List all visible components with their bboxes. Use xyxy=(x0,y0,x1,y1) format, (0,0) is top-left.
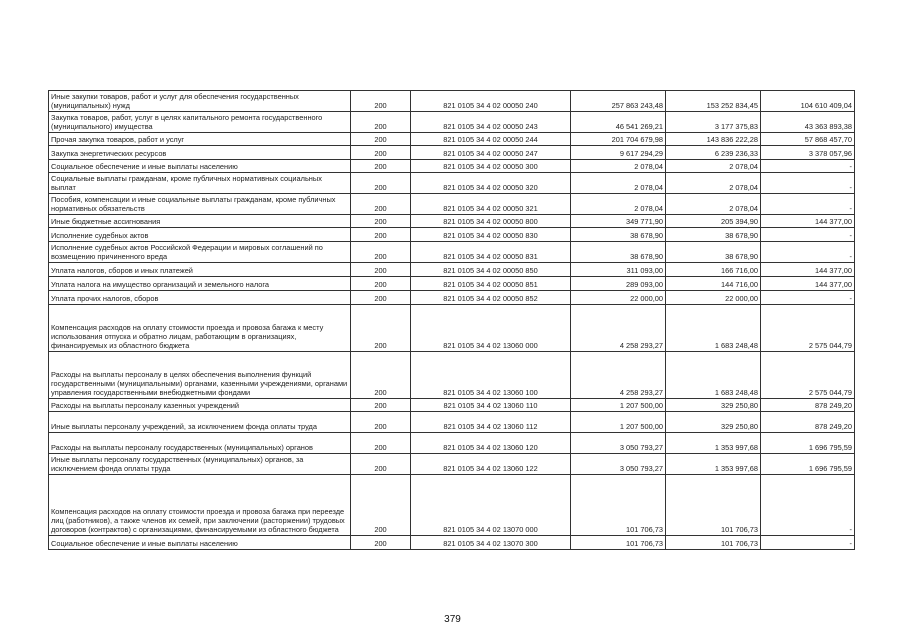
row-line-code: 200 xyxy=(351,173,411,194)
row-classification-code: 821 0105 34 4 02 00050 320 xyxy=(411,173,571,194)
table-row xyxy=(49,242,855,263)
row-executed-amount: 101 706,73 xyxy=(666,475,761,536)
table-row xyxy=(49,454,855,475)
row-unexecuted-amount: 1 696 795,59 xyxy=(761,433,855,454)
table-row xyxy=(49,173,855,194)
row-classification-code: 821 0105 34 4 02 00050 247 xyxy=(411,146,571,160)
table-row xyxy=(49,133,855,146)
row-unexecuted-amount: - xyxy=(761,194,855,215)
row-classification-code: 821 0105 34 4 02 00050 243 xyxy=(411,112,571,133)
row-executed-amount: 2 078,04 xyxy=(666,160,761,173)
row-name: Иные закупки товаров, работ и услуг для обеспечения государственных (муниципальных) нужд xyxy=(49,91,351,112)
table-row xyxy=(49,112,855,133)
row-line-code: 200 xyxy=(351,146,411,160)
row-name: Уплата прочих налогов, сборов xyxy=(49,291,351,305)
row-approved-amount: 3 050 793,27 xyxy=(571,454,666,475)
row-unexecuted-amount: - xyxy=(761,173,855,194)
row-line-code: 200 xyxy=(351,305,411,352)
row-executed-amount: 2 078,04 xyxy=(666,194,761,215)
row-unexecuted-amount: 144 377,00 xyxy=(761,277,855,291)
row-classification-code: 821 0105 34 4 02 13060 110 xyxy=(411,399,571,412)
row-classification-code: 821 0105 34 4 02 00050 831 xyxy=(411,242,571,263)
table-row xyxy=(49,412,855,433)
row-name: Уплата налогов, сборов и иных платежей xyxy=(49,263,351,277)
row-name: Социальное обеспечение и иные выплаты населению xyxy=(49,536,351,550)
table-row xyxy=(49,215,855,228)
row-unexecuted-amount: - xyxy=(761,242,855,263)
row-unexecuted-amount: 2 575 044,79 xyxy=(761,352,855,399)
row-line-code: 200 xyxy=(351,277,411,291)
row-name: Уплата налога на имущество организаций и земельного налога xyxy=(49,277,351,291)
row-classification-code: 821 0105 34 4 02 00050 800 xyxy=(411,215,571,228)
row-executed-amount: 3 177 375,83 xyxy=(666,112,761,133)
row-name: Иные выплаты персоналу государственных (муниципальных) органов, за исключением фонда оплаты труда xyxy=(49,454,351,475)
row-name: Социальные выплаты гражданам, кроме публичных нормативных социальных выплат xyxy=(49,173,351,194)
row-unexecuted-amount: 57 868 457,70 xyxy=(761,133,855,146)
row-classification-code: 821 0105 34 4 02 00050 852 xyxy=(411,291,571,305)
table-row xyxy=(49,228,855,242)
row-approved-amount: 257 863 243,48 xyxy=(571,91,666,112)
row-executed-amount: 1 353 997,68 xyxy=(666,433,761,454)
row-approved-amount: 1 207 500,00 xyxy=(571,412,666,433)
row-unexecuted-amount: 3 378 057,96 xyxy=(761,146,855,160)
row-unexecuted-amount: - xyxy=(761,475,855,536)
row-approved-amount: 38 678,90 xyxy=(571,242,666,263)
row-approved-amount: 349 771,90 xyxy=(571,215,666,228)
row-classification-code: 821 0105 34 4 02 00050 300 xyxy=(411,160,571,173)
row-classification-code: 821 0105 34 4 02 00050 830 xyxy=(411,228,571,242)
table-row xyxy=(49,433,855,454)
row-name: Компенсация расходов на оплату стоимости проезда и провоза багажа к месту использования отпуска и обратно лицам, работающим в организациях, финансируемых из областного бюджета xyxy=(49,305,351,352)
row-line-code: 200 xyxy=(351,412,411,433)
budget-table xyxy=(48,90,855,550)
row-approved-amount: 2 078,04 xyxy=(571,160,666,173)
row-executed-amount: 6 239 236,33 xyxy=(666,146,761,160)
row-name: Закупка товаров, работ, услуг в целях капитального ремонта государственного (муниципального) имущества xyxy=(49,112,351,133)
row-unexecuted-amount: - xyxy=(761,160,855,173)
row-classification-code: 821 0105 34 4 02 00050 244 xyxy=(411,133,571,146)
row-executed-amount: 329 250,80 xyxy=(666,412,761,433)
row-executed-amount: 143 836 222,28 xyxy=(666,133,761,146)
table-row xyxy=(49,263,855,277)
row-executed-amount: 101 706,73 xyxy=(666,536,761,550)
row-line-code: 200 xyxy=(351,263,411,277)
row-approved-amount: 38 678,90 xyxy=(571,228,666,242)
row-executed-amount: 166 716,00 xyxy=(666,263,761,277)
row-approved-amount: 1 207 500,00 xyxy=(571,399,666,412)
row-executed-amount: 38 678,90 xyxy=(666,242,761,263)
row-name: Закупка энергетических ресурсов xyxy=(49,146,351,160)
row-executed-amount: 144 716,00 xyxy=(666,277,761,291)
row-executed-amount: 22 000,00 xyxy=(666,291,761,305)
row-classification-code: 821 0105 34 4 02 13070 000 xyxy=(411,475,571,536)
row-classification-code: 821 0105 34 4 02 00050 851 xyxy=(411,277,571,291)
row-line-code: 200 xyxy=(351,112,411,133)
row-line-code: 200 xyxy=(351,291,411,305)
row-unexecuted-amount: - xyxy=(761,228,855,242)
table-row xyxy=(49,305,855,352)
row-name: Исполнение судебных актов xyxy=(49,228,351,242)
row-unexecuted-amount: 144 377,00 xyxy=(761,215,855,228)
row-approved-amount: 9 617 294,29 xyxy=(571,146,666,160)
row-unexecuted-amount: 104 610 409,04 xyxy=(761,91,855,112)
row-executed-amount: 1 353 997,68 xyxy=(666,454,761,475)
row-line-code: 200 xyxy=(351,133,411,146)
row-approved-amount: 201 704 679,98 xyxy=(571,133,666,146)
row-approved-amount: 2 078,04 xyxy=(571,173,666,194)
row-executed-amount: 38 678,90 xyxy=(666,228,761,242)
row-classification-code: 821 0105 34 4 02 13060 000 xyxy=(411,305,571,352)
row-unexecuted-amount: 2 575 044,79 xyxy=(761,305,855,352)
row-line-code: 200 xyxy=(351,352,411,399)
table-row xyxy=(49,291,855,305)
table-row xyxy=(49,399,855,412)
row-classification-code: 821 0105 34 4 02 13060 100 xyxy=(411,352,571,399)
row-unexecuted-amount: 43 363 893,38 xyxy=(761,112,855,133)
row-executed-amount: 2 078,04 xyxy=(666,173,761,194)
row-approved-amount: 2 078,04 xyxy=(571,194,666,215)
row-name: Иные бюджетные ассигнования xyxy=(49,215,351,228)
row-classification-code: 821 0105 34 4 02 00050 850 xyxy=(411,263,571,277)
row-classification-code: 821 0105 34 4 02 00050 321 xyxy=(411,194,571,215)
row-line-code: 200 xyxy=(351,433,411,454)
row-approved-amount: 3 050 793,27 xyxy=(571,433,666,454)
row-line-code: 200 xyxy=(351,454,411,475)
table-row xyxy=(49,146,855,160)
row-name: Иные выплаты персоналу учреждений, за исключением фонда оплаты труда xyxy=(49,412,351,433)
table-row xyxy=(49,160,855,173)
row-approved-amount: 4 258 293,27 xyxy=(571,352,666,399)
table-row xyxy=(49,352,855,399)
table-row xyxy=(49,277,855,291)
row-approved-amount: 46 541 269,21 xyxy=(571,112,666,133)
row-classification-code: 821 0105 34 4 02 00050 240 xyxy=(411,91,571,112)
row-line-code: 200 xyxy=(351,160,411,173)
page-number: 379 xyxy=(444,614,461,625)
row-unexecuted-amount: - xyxy=(761,536,855,550)
row-unexecuted-amount: 1 696 795,59 xyxy=(761,454,855,475)
row-approved-amount: 4 258 293,27 xyxy=(571,305,666,352)
row-classification-code: 821 0105 34 4 02 13060 120 xyxy=(411,433,571,454)
row-line-code: 200 xyxy=(351,215,411,228)
row-classification-code: 821 0105 34 4 02 13060 112 xyxy=(411,412,571,433)
row-name: Расходы на выплаты персоналу в целях обеспечения выполнения функций государственными (муниципальными) органами, казенными учреждениями, органами управления государственными внебюджетными фондами xyxy=(49,352,351,399)
row-executed-amount: 1 683 248,48 xyxy=(666,305,761,352)
table-row xyxy=(49,194,855,215)
row-approved-amount: 22 000,00 xyxy=(571,291,666,305)
row-classification-code: 821 0105 34 4 02 13060 122 xyxy=(411,454,571,475)
row-name: Компенсация расходов на оплату стоимости проезда и провоза багажа при переезде лиц (работников), а также членов их семей, при заключении (расторжении) трудовых договоров (контрактов) с организациями, финансируемыми из областного бюджета xyxy=(49,475,351,536)
row-line-code: 200 xyxy=(351,194,411,215)
table-row xyxy=(49,475,855,536)
row-approved-amount: 289 093,00 xyxy=(571,277,666,291)
row-line-code: 200 xyxy=(351,91,411,112)
row-approved-amount: 101 706,73 xyxy=(571,475,666,536)
row-line-code: 200 xyxy=(351,536,411,550)
row-executed-amount: 329 250,80 xyxy=(666,399,761,412)
table-row xyxy=(49,91,855,112)
row-line-code: 200 xyxy=(351,399,411,412)
table-row xyxy=(49,536,855,550)
row-name: Расходы на выплаты персоналу государственных (муниципальных) органов xyxy=(49,433,351,454)
row-classification-code: 821 0105 34 4 02 13070 300 xyxy=(411,536,571,550)
row-unexecuted-amount: 878 249,20 xyxy=(761,399,855,412)
budget-table-body xyxy=(49,91,855,550)
row-name: Прочая закупка товаров, работ и услуг xyxy=(49,133,351,146)
row-name: Социальное обеспечение и иные выплаты населению xyxy=(49,160,351,173)
row-unexecuted-amount: - xyxy=(761,291,855,305)
row-name: Исполнение судебных актов Российской Федерации и мировых соглашений по возмещению причиненного вреда xyxy=(49,242,351,263)
row-executed-amount: 1 683 248,48 xyxy=(666,352,761,399)
row-line-code: 200 xyxy=(351,228,411,242)
row-approved-amount: 101 706,73 xyxy=(571,536,666,550)
row-unexecuted-amount: 144 377,00 xyxy=(761,263,855,277)
row-unexecuted-amount: 878 249,20 xyxy=(761,412,855,433)
row-line-code: 200 xyxy=(351,242,411,263)
row-line-code: 200 xyxy=(351,475,411,536)
row-name: Расходы на выплаты персоналу казенных учреждений xyxy=(49,399,351,412)
row-executed-amount: 205 394,90 xyxy=(666,215,761,228)
row-approved-amount: 311 093,00 xyxy=(571,263,666,277)
row-executed-amount: 153 252 834,45 xyxy=(666,91,761,112)
row-name: Пособия, компенсации и иные социальные выплаты гражданам, кроме публичных нормативных обязательств xyxy=(49,194,351,215)
